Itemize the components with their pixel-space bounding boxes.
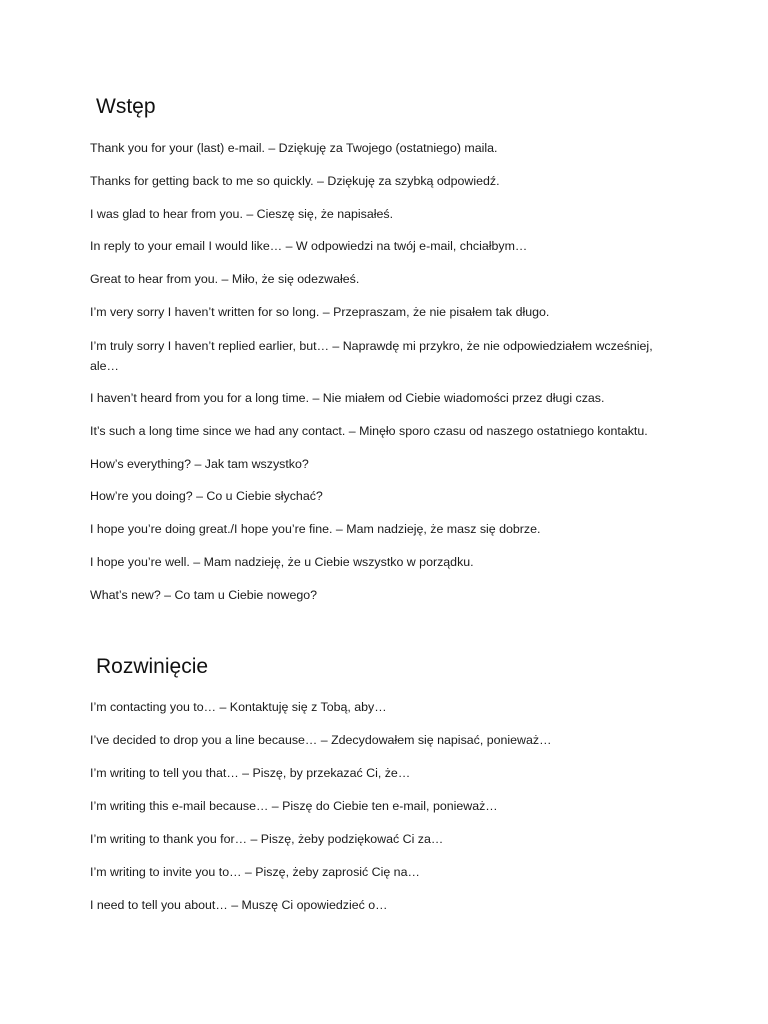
phrase-line: I’m truly sorry I haven’t replied earlier, but… – Naprawdę mi przykro, że nie odpowiedziałem wcześniej, ale… (90, 339, 653, 373)
phrase-line: I’m contacting you to… – Kontaktuję się z Tobą, aby… (90, 700, 387, 714)
phrase-line: I’m writing to tell you that… – Piszę, by przekazać Ci, że… (90, 766, 411, 780)
phrase-line: I’m very sorry I haven’t written for so long. – Przepraszam, że nie pisałem tak długo. (90, 305, 550, 319)
phrase-line: In reply to your email I would like… – W odpowiedzi na twój e-mail, chciałbym… (90, 239, 528, 253)
phrase-line: It’s such a long time since we had any contact. – Minęło sporo czasu od naszego ostatniego kontaktu. (90, 424, 648, 438)
phrase-line: I was glad to hear from you. – Cieszę się, że napisałeś. (90, 207, 394, 221)
phrase-line: Thanks for getting back to me so quickly. – Dziękuję za szybką odpowiedź. (90, 174, 500, 188)
phrase-line: I’m writing to thank you for… – Piszę, żeby podziękować Ci za… (90, 832, 444, 846)
phrase-line: I haven’t heard from you for a long time. – Nie miałem od Ciebie wiadomości przez długi czas. (90, 391, 605, 405)
phrase-line: How’s everything? – Jak tam wszystko? (90, 457, 309, 471)
section-heading: Rozwinięcie (96, 655, 209, 678)
phrase-line: How’re you doing? – Co u Ciebie słychać? (90, 489, 323, 503)
phrase-line: What’s new? – Co tam u Ciebie nowego? (90, 588, 318, 602)
phrase-line: I’m writing to invite you to… – Piszę, żeby zaprosić Cię na… (90, 865, 420, 879)
phrase-line: I need to tell you about… – Muszę Ci opowiedzieć o… (90, 898, 388, 912)
phrase-line: I’m writing this e-mail because… – Piszę do Ciebie ten e-mail, ponieważ… (90, 799, 498, 813)
phrase-line: Great to hear from you. – Miło, że się odezwałeś. (90, 272, 360, 286)
phrase-line: I’ve decided to drop you a line because… – Zdecydowałem się napisać, ponieważ… (90, 733, 552, 747)
phrase-line: I hope you’re doing great./I hope you’re fine. – Mam nadzieję, że masz się dobrze. (90, 522, 541, 536)
section-heading: Wstęp (96, 95, 156, 118)
phrase-line: Thank you for your (last) e-mail. – Dziękuję za Twojego (ostatniego) maila. (90, 141, 498, 155)
phrase-line: I hope you’re well. – Mam nadzieję, że u Ciebie wszystko w porządku. (90, 555, 474, 569)
